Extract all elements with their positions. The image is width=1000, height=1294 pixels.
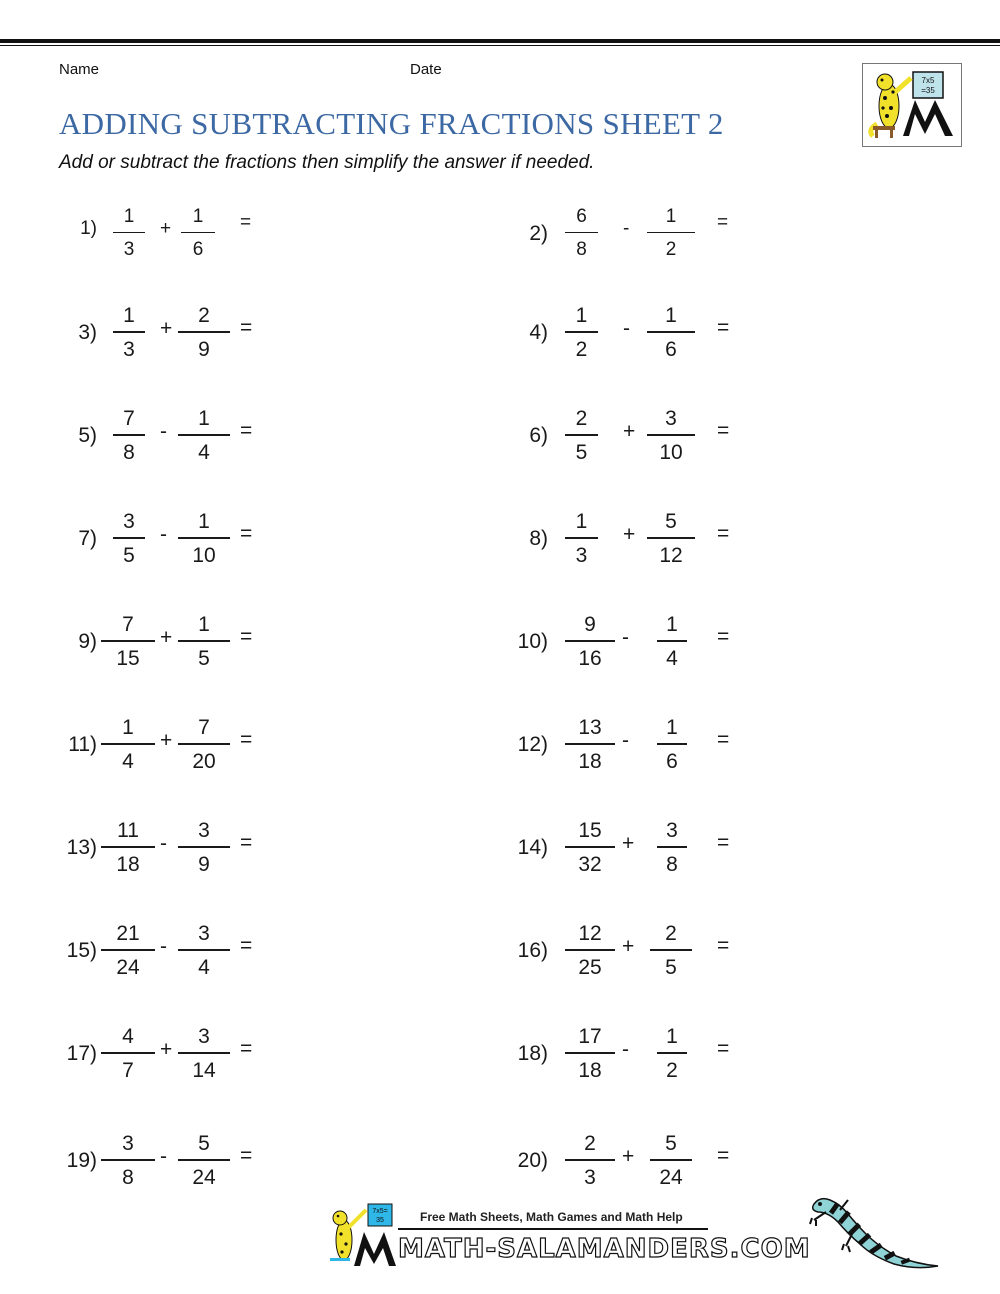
numerator: 3 <box>198 922 210 945</box>
logo <box>862 63 962 147</box>
fraction-bar <box>657 743 687 745</box>
problem-20 <box>0 1131 1000 1191</box>
operator: - <box>622 729 629 752</box>
fraction-a <box>565 1131 615 1191</box>
denominator: 10 <box>192 544 216 567</box>
numerator: 1 <box>123 304 135 327</box>
denominator: 18 <box>578 1059 602 1082</box>
problem-6 <box>0 406 1000 466</box>
operator: + <box>160 317 173 340</box>
fraction-bar <box>647 232 695 233</box>
operator: + <box>160 1038 173 1061</box>
denominator: 18 <box>116 853 140 876</box>
denominator: 3 <box>123 239 135 260</box>
denominator: 2 <box>575 338 588 361</box>
operator: - <box>160 1145 167 1168</box>
numerator: 2 <box>665 922 677 945</box>
operator: - <box>622 1038 629 1061</box>
equals-sign: = <box>240 728 253 751</box>
numerator: 5 <box>198 1132 210 1155</box>
fraction-b <box>647 303 695 363</box>
operator: + <box>622 1145 635 1168</box>
problem-number: 19) <box>66 1149 97 1172</box>
numerator: 1 <box>192 206 204 227</box>
numerator: 7 <box>122 613 134 636</box>
numerator: 2 <box>584 1132 596 1155</box>
problem-number: 11) <box>68 733 97 756</box>
fraction-bar <box>565 743 615 745</box>
denominator: 4 <box>122 750 134 773</box>
problem-8 <box>0 509 1000 569</box>
denominator: 24 <box>192 1166 216 1189</box>
denominator: 15 <box>116 647 140 670</box>
numerator: 13 <box>578 716 602 739</box>
equals-sign: = <box>240 831 253 854</box>
operator: + <box>623 523 636 546</box>
answer-space[interactable] <box>741 1024 891 1084</box>
svg-text:7x5: 7x5 <box>921 76 935 85</box>
denominator: 20 <box>192 750 216 773</box>
problem-number: 8) <box>529 527 548 550</box>
numerator: 1 <box>575 304 588 327</box>
denominator: 16 <box>578 647 602 670</box>
problem-number: 1) <box>80 218 97 239</box>
numerator: 4 <box>122 1025 134 1048</box>
denominator: 2 <box>665 239 677 260</box>
numerator: 1 <box>575 510 588 533</box>
fraction-bar <box>657 846 687 848</box>
problem-4 <box>0 303 1000 363</box>
denominator: 8 <box>122 1166 134 1189</box>
numerator: 5 <box>665 510 677 533</box>
numerator: 9 <box>584 613 596 636</box>
problem-number: 4) <box>529 321 548 344</box>
operator: - <box>160 832 167 855</box>
denominator: 4 <box>666 647 678 670</box>
fraction-a <box>565 303 598 363</box>
fraction-bar <box>565 1159 615 1161</box>
answer-space[interactable] <box>741 1131 891 1191</box>
answer-space[interactable] <box>741 204 891 264</box>
top-rule-thick <box>0 39 1000 43</box>
fraction-b <box>657 715 687 775</box>
operator: - <box>623 317 630 340</box>
answer-space[interactable] <box>741 509 891 569</box>
numerator: 7 <box>123 407 135 430</box>
fraction-b <box>657 818 687 878</box>
fraction-bar <box>565 846 615 848</box>
fraction-b <box>657 1024 687 1084</box>
fraction-a <box>565 204 598 263</box>
operator: + <box>160 218 172 239</box>
equals-sign: = <box>240 625 253 648</box>
problem-number: 7) <box>78 527 97 550</box>
denominator: 7 <box>122 1059 134 1082</box>
footer-logo <box>326 1202 396 1268</box>
denominator: 6 <box>192 239 204 260</box>
fraction-b <box>650 921 692 981</box>
operator: - <box>623 218 630 239</box>
numerator: 1 <box>198 510 210 533</box>
operator: + <box>160 626 173 649</box>
denominator: 14 <box>192 1059 216 1082</box>
denominator: 3 <box>584 1166 596 1189</box>
equals-sign: = <box>240 419 253 442</box>
denominator: 8 <box>123 441 135 464</box>
denominator: 24 <box>116 956 140 979</box>
fraction-bar <box>647 331 695 333</box>
operator: - <box>160 420 167 443</box>
operator: - <box>160 935 167 958</box>
fraction-bar <box>565 949 615 951</box>
fraction-b <box>647 406 695 466</box>
equals-sign: = <box>717 1144 730 1167</box>
denominator: 25 <box>578 956 602 979</box>
problem-number: 14) <box>517 836 548 859</box>
denominator: 5 <box>665 956 677 979</box>
denominator: 32 <box>578 853 602 876</box>
fraction-a <box>565 715 615 775</box>
denominator: 5 <box>575 441 588 464</box>
numerator: 5 <box>665 1132 677 1155</box>
salamander-teacher-icon <box>863 64 961 146</box>
footer-rule <box>398 1228 708 1230</box>
numerator: 6 <box>576 206 587 227</box>
problem-number: 17) <box>66 1042 97 1065</box>
problem-number: 3) <box>78 321 97 344</box>
denominator: 2 <box>666 1059 678 1082</box>
equals-sign: = <box>717 728 730 751</box>
date-label: Date <box>410 61 442 78</box>
equals-sign: = <box>240 212 252 233</box>
equals-sign: = <box>717 522 730 545</box>
numerator: 17 <box>578 1025 602 1048</box>
operator: + <box>623 420 636 443</box>
numerator: 1 <box>123 206 135 227</box>
svg-text:=35: =35 <box>921 86 935 95</box>
denominator: 12 <box>659 544 683 567</box>
fraction-bar <box>565 640 615 642</box>
answer-space[interactable] <box>741 921 891 981</box>
equals-sign: = <box>717 934 730 957</box>
numerator: 11 <box>117 819 139 842</box>
problem-10 <box>0 612 1000 672</box>
fraction-b <box>647 204 695 263</box>
denominator: 6 <box>666 750 678 773</box>
fraction-b <box>650 1131 692 1191</box>
numerator: 15 <box>578 819 602 842</box>
footer-tagline: Free Math Sheets, Math Games and Math Help <box>420 1210 683 1224</box>
denominator: 5 <box>123 544 135 567</box>
fraction-bar <box>647 434 695 436</box>
fraction-a <box>565 406 598 466</box>
problem-number: 18) <box>517 1042 548 1065</box>
denominator: 8 <box>576 239 587 260</box>
name-label: Name <box>59 61 100 78</box>
denominator: 4 <box>198 441 210 464</box>
numerator: 2 <box>575 407 588 430</box>
equals-sign: = <box>717 1037 730 1060</box>
denominator: 9 <box>198 853 210 876</box>
denominator: 24 <box>659 1166 683 1189</box>
operator: - <box>622 626 629 649</box>
equals-sign: = <box>717 419 730 442</box>
denominator: 8 <box>666 853 678 876</box>
problem-number: 9) <box>78 630 97 653</box>
fraction-bar <box>650 949 692 951</box>
denominator: 3 <box>575 544 588 567</box>
fraction-a <box>565 1024 615 1084</box>
problem-number: 12) <box>517 733 548 756</box>
numerator: 1 <box>665 304 677 327</box>
svg-text:35: 35 <box>376 1217 384 1224</box>
operator: + <box>622 935 635 958</box>
numerator: 1 <box>666 1025 678 1048</box>
footer-site-link[interactable]: MATH-SALAMANDERS.COM <box>398 1234 811 1264</box>
equals-sign: = <box>240 316 253 339</box>
fraction-bar <box>565 537 598 539</box>
fraction-a <box>565 921 615 981</box>
answer-space[interactable] <box>741 715 891 775</box>
operator: - <box>160 523 167 546</box>
fraction-bar <box>565 232 598 233</box>
denominator: 4 <box>198 956 210 979</box>
operator: + <box>160 729 173 752</box>
equals-sign: = <box>240 934 253 957</box>
problem-number: 6) <box>529 424 548 447</box>
problem-number: 5) <box>78 424 97 447</box>
problem-16 <box>0 921 1000 981</box>
problem-2 <box>0 204 1000 264</box>
equals-sign: = <box>717 625 730 648</box>
numerator: 3 <box>666 819 678 842</box>
fraction-a <box>565 818 615 878</box>
svg-text:7x5=: 7x5= <box>372 1208 388 1215</box>
numerator: 2 <box>198 304 210 327</box>
problem-14 <box>0 818 1000 878</box>
numerator: 3 <box>123 510 135 533</box>
equals-sign: = <box>717 212 729 233</box>
numerator: 3 <box>122 1132 134 1155</box>
numerator: 3 <box>198 1025 210 1048</box>
fraction-bar <box>565 331 598 333</box>
fraction-a <box>565 612 615 672</box>
denominator: 18 <box>578 750 602 773</box>
fraction-b <box>647 509 695 569</box>
numerator: 21 <box>116 922 140 945</box>
footer-salamander-icon <box>326 1202 396 1268</box>
problem-number: 16) <box>517 939 548 962</box>
numerator: 1 <box>666 716 678 739</box>
problem-12 <box>0 715 1000 775</box>
numerator: 1 <box>198 407 210 430</box>
fraction-bar <box>647 537 695 539</box>
numerator: 3 <box>198 819 210 842</box>
numerator: 1 <box>198 613 210 636</box>
numerator: 1 <box>666 613 678 636</box>
denominator: 10 <box>659 441 683 464</box>
problem-number: 2) <box>529 222 548 245</box>
numerator: 3 <box>665 407 677 430</box>
denominator: 5 <box>198 647 210 670</box>
equals-sign: = <box>717 831 730 854</box>
problem-number: 20) <box>517 1149 548 1172</box>
operator: + <box>622 832 635 855</box>
numerator: 1 <box>665 206 677 227</box>
equals-sign: = <box>717 316 730 339</box>
instructions: Add or subtract the fractions then simplify the answer if needed. <box>59 152 595 173</box>
numerator: 7 <box>198 716 210 739</box>
denominator: 9 <box>198 338 210 361</box>
answer-space[interactable] <box>741 818 891 878</box>
answer-space[interactable] <box>741 406 891 466</box>
denominator: 3 <box>123 338 135 361</box>
denominator: 6 <box>665 338 677 361</box>
problem-number: 13) <box>66 836 97 859</box>
top-rule-thin <box>0 45 1000 46</box>
salamander-icon <box>806 1190 941 1272</box>
equals-sign: = <box>240 1037 253 1060</box>
equals-sign: = <box>240 522 253 545</box>
fraction-a <box>565 509 598 569</box>
fraction-bar <box>657 640 687 642</box>
numerator: 12 <box>578 922 602 945</box>
answer-space[interactable] <box>741 303 891 363</box>
fraction-bar <box>565 434 598 436</box>
fraction-bar <box>650 1159 692 1161</box>
fraction-bar <box>657 1052 687 1054</box>
numerator: 1 <box>122 716 134 739</box>
problem-18 <box>0 1024 1000 1084</box>
problem-number: 10) <box>517 630 548 653</box>
fraction-b <box>657 612 687 672</box>
fraction-bar <box>565 1052 615 1054</box>
answer-space[interactable] <box>741 612 891 672</box>
equals-sign: = <box>240 1144 253 1167</box>
page-title: ADDING SUBTRACTING FRACTIONS SHEET 2 <box>59 106 724 141</box>
problem-number: 15) <box>66 939 97 962</box>
salamander-illustration <box>806 1190 941 1272</box>
